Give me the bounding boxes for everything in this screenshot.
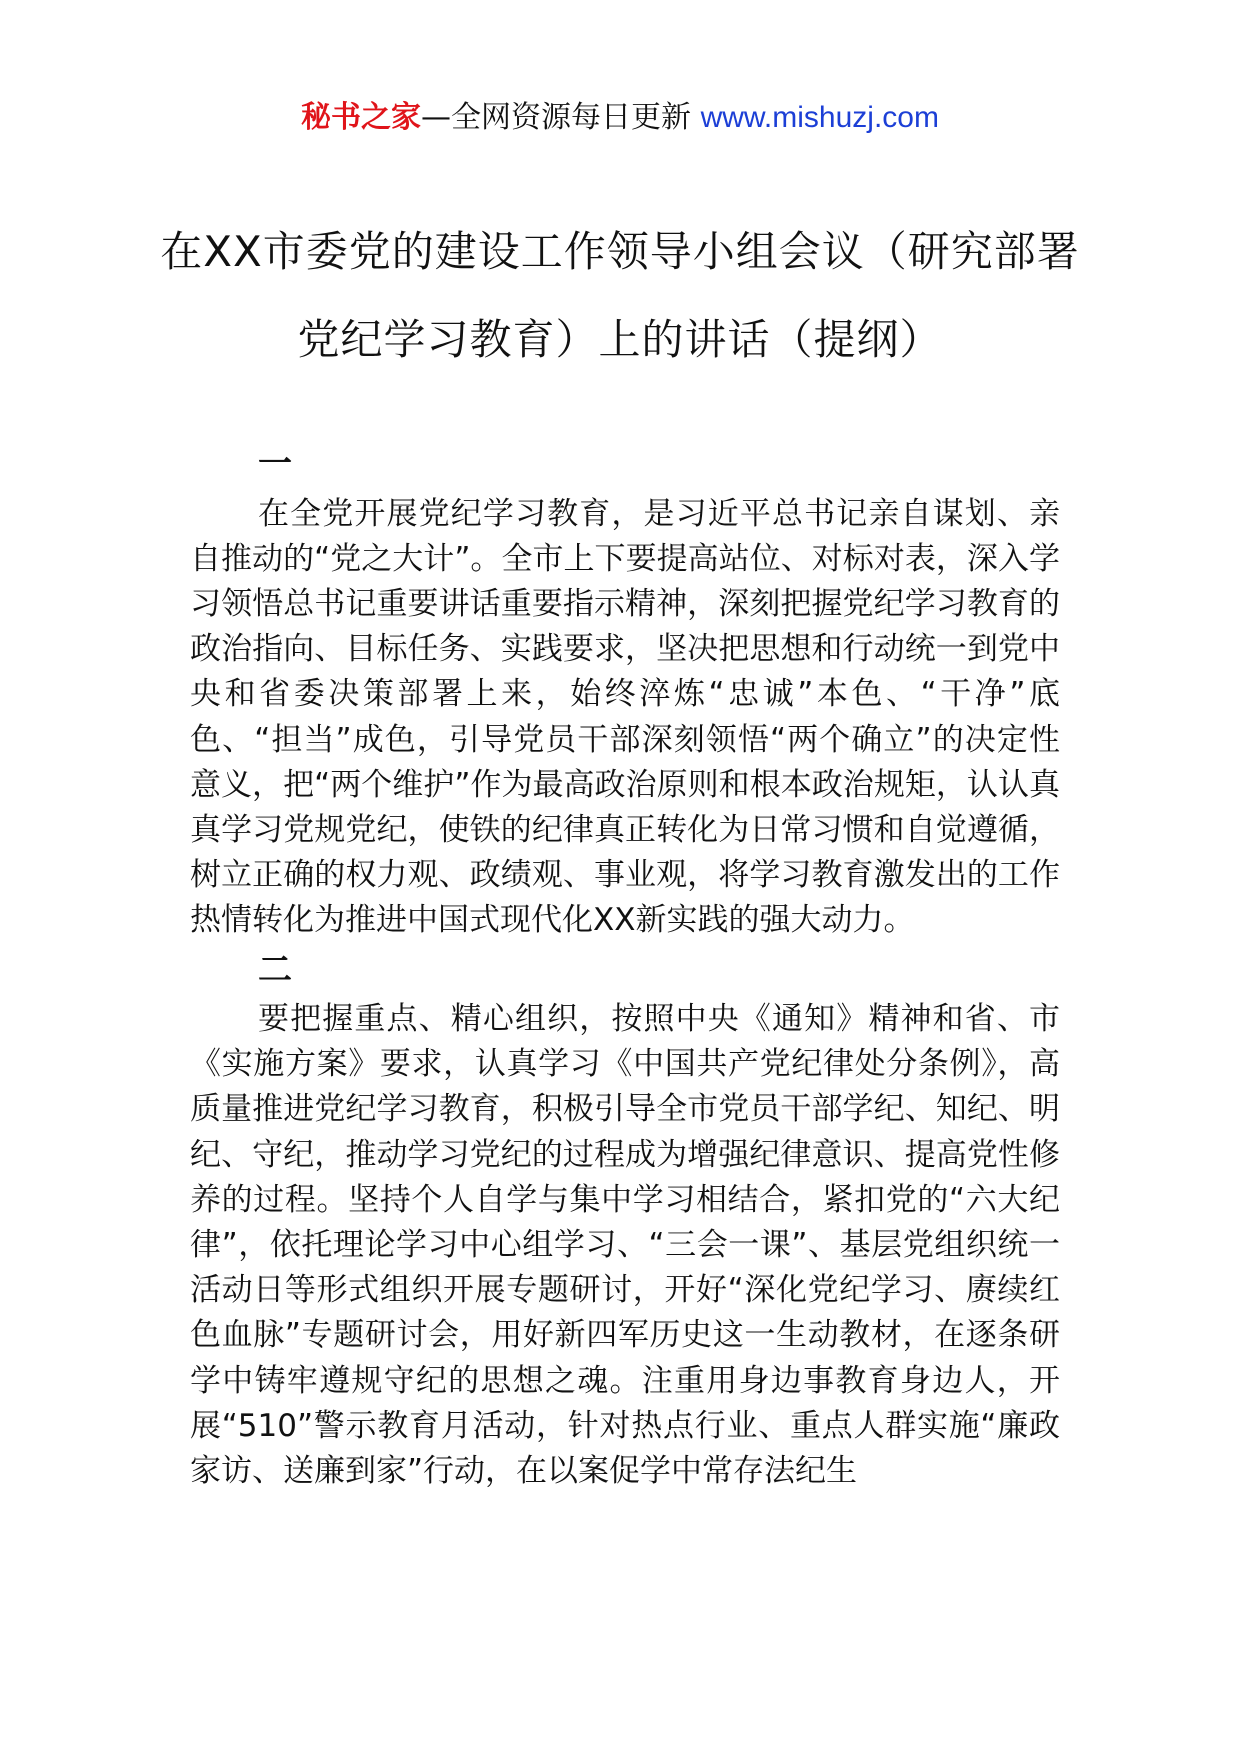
section-number: 一	[258, 444, 292, 484]
brand-name: 秘书之家	[301, 100, 422, 135]
section-paragraph: 在全党开展党纪学习教育，是习近平总书记亲自谋划、亲自推动的“党之大计”。全市上下要提高站位、对标对表，深入学习领悟总书记重要讲话重要指示精神，深刻把握党纪学习教育的政治指向、目标任务、实践要求，坚决把思想和行动统一到党中央和省委决策部署上来，始终淬炼“忠诚”本色、“干净”底色、“担当”成色，引导党员干部深刻领悟“两个确立”的决定性意义，把“两个维护”作为最高政治原则和根本政治规矩，认认真真学习党规党纪，使铁的纪律真正转化为日常习惯和自觉遵循，树立正确的权力观、政绩观、事业观，将学习教育激发出的工作热情转化为推进中国式现代化XX新实践的强大动力。	[190, 495, 1060, 939]
document-title: 在XX市委党的建设工作领导小组会议（研究部署党纪学习教育）上的讲话（提纲）	[160, 227, 1080, 364]
site-url-link[interactable]: www.mishuzj.com	[700, 101, 939, 134]
document-body	[190, 438, 1060, 1494]
section-number: 二	[258, 949, 292, 990]
section-two	[190, 944, 1060, 1495]
section-paragraph: 要把握重点、精心组织，按照中央《通知》精神和省、市《实施方案》要求，认真学习《中国共产党纪律处分条例》，高质量推进党纪学习教育，积极引导全市党员干部学纪、知纪、明纪、守纪，推动学习党纪的过程成为增强纪律意识、提高党性修养的过程。坚持个人自学与集中学习相结合，紧扣党的“六大纪律”，依托理论学习中心组学习、“三会一课”、基层党组织统一活动日等形式组织开展专题研讨，开好“深化党纪学习、赓续红色血脉”专题研讨会，用好新四军历史这一生动教材，在逐条研学中铸牢遵规守纪的思想之魂。注重用身边事教育身边人，开展“510”警示教育月活动，针对热点行业、重点人群实施“廉政家访、送廉到家”行动，在以案促学中常存法纪生	[190, 1001, 1060, 1490]
section-one	[190, 438, 1060, 944]
site-banner	[0, 98, 1240, 138]
banner-slogan: —全网资源每日更新	[421, 100, 701, 135]
